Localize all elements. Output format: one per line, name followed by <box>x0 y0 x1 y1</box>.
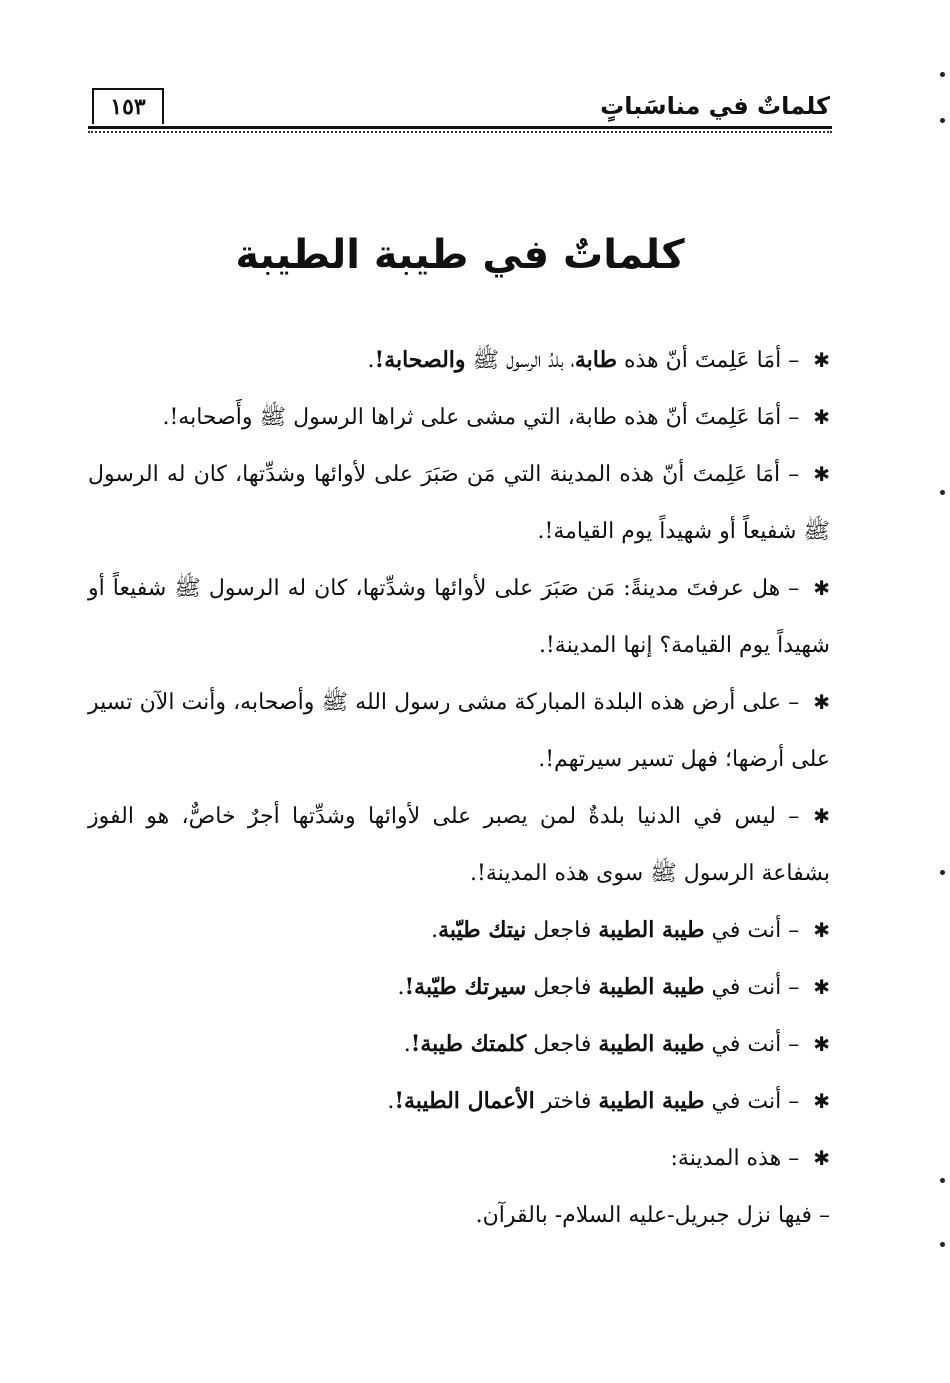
paragraph-6: ✱– ليس في الدنيا بلدةٌ لمن يصبر على لأوائها وشدِّتها أجرٌ خاصٌّ، هو الفوز بشفاعة الرسول ﷺ سوى هذه المدينة!. <box>88 788 830 902</box>
paragraph-5: ✱– على أرض هذه البلدة المباركة مشى رسول الله ﷺ وأصحابه، وأنت الآن تسير على أرضها؛ فهل تسير سيرتهم!. <box>88 674 830 788</box>
body-text <box>88 332 830 1244</box>
margin-mark <box>940 870 945 875</box>
paragraph-7: ✱– أنت في طيبة الطيبة فاجعل نيتك طيّبة. <box>88 902 830 959</box>
bullet-icon: ✱ <box>813 576 830 600</box>
bullet-icon: ✱ <box>813 804 830 828</box>
header-rule <box>88 126 832 129</box>
paragraph-3: ✱– أمَا عَلِمتَ أنّ هذه المدينة التي مَن صَبَرَ على لأوائها وشدِّتها، كان له الرسول ﷺ شفيعاً أو شهيداً يوم القيامة!. <box>88 446 830 560</box>
bullet-icon: ✱ <box>813 405 830 429</box>
bullet-icon: ✱ <box>813 462 830 486</box>
page-number: ١٥٣ <box>92 88 164 124</box>
paragraph-11: ✱– هذه المدينة: <box>88 1130 830 1187</box>
margin-mark <box>940 1242 945 1247</box>
paragraph-2: ✱– أمَا عَلِمتَ أنّ هذه طابة، التي مشى على ثراها الرسول ﷺ وأَصحابه!. <box>88 389 830 446</box>
bullet-icon: ✱ <box>813 975 830 999</box>
paragraph-8: ✱– أنت في طيبة الطيبة فاجعل سيرتك طيّبة!. <box>88 959 830 1016</box>
margin-mark <box>940 1178 945 1183</box>
bullet-icon: ✱ <box>813 690 830 714</box>
paragraph-10: ✱– أنت في طيبة الطيبة فاختر الأعمال الطيبة!. <box>88 1073 830 1130</box>
bullet-icon: ✱ <box>813 1146 830 1170</box>
margin-mark <box>940 490 945 495</box>
paragraph-4: ✱– هل عرفتَ مدينةً: مَن صَبَرَ على لأوائها وشدِّتها، كان له الرسول ﷺ شفيعاً أو شهيداً يوم القيامة؟ إنها المدينة!. <box>88 560 830 674</box>
paragraph-1: ✱– أمَا عَلِمتَ أنّ هذه طابة، بلدُ الرسول ﷺ والصحابة!. <box>88 332 830 389</box>
bullet-icon: ✱ <box>813 918 830 942</box>
margin-mark <box>940 72 945 77</box>
sub-item: – فيها نزل جبريل-عليه السلام- بالقرآن. <box>475 1203 830 1228</box>
header-rule-dotted <box>88 131 832 133</box>
bullet-icon: ✱ <box>813 1032 830 1056</box>
chapter-title: كلماتٌ في طيبة الطيبة <box>235 232 685 278</box>
running-title: كلماتٌ في مناسَباتٍ <box>600 92 830 120</box>
margin-mark <box>940 118 945 123</box>
bullet-icon: ✱ <box>813 348 830 372</box>
page-header <box>88 88 830 128</box>
bullet-icon: ✱ <box>813 1089 830 1113</box>
paragraph-9: ✱– أنت في طيبة الطيبة فاجعل كلمتك طيبة!. <box>88 1016 830 1073</box>
